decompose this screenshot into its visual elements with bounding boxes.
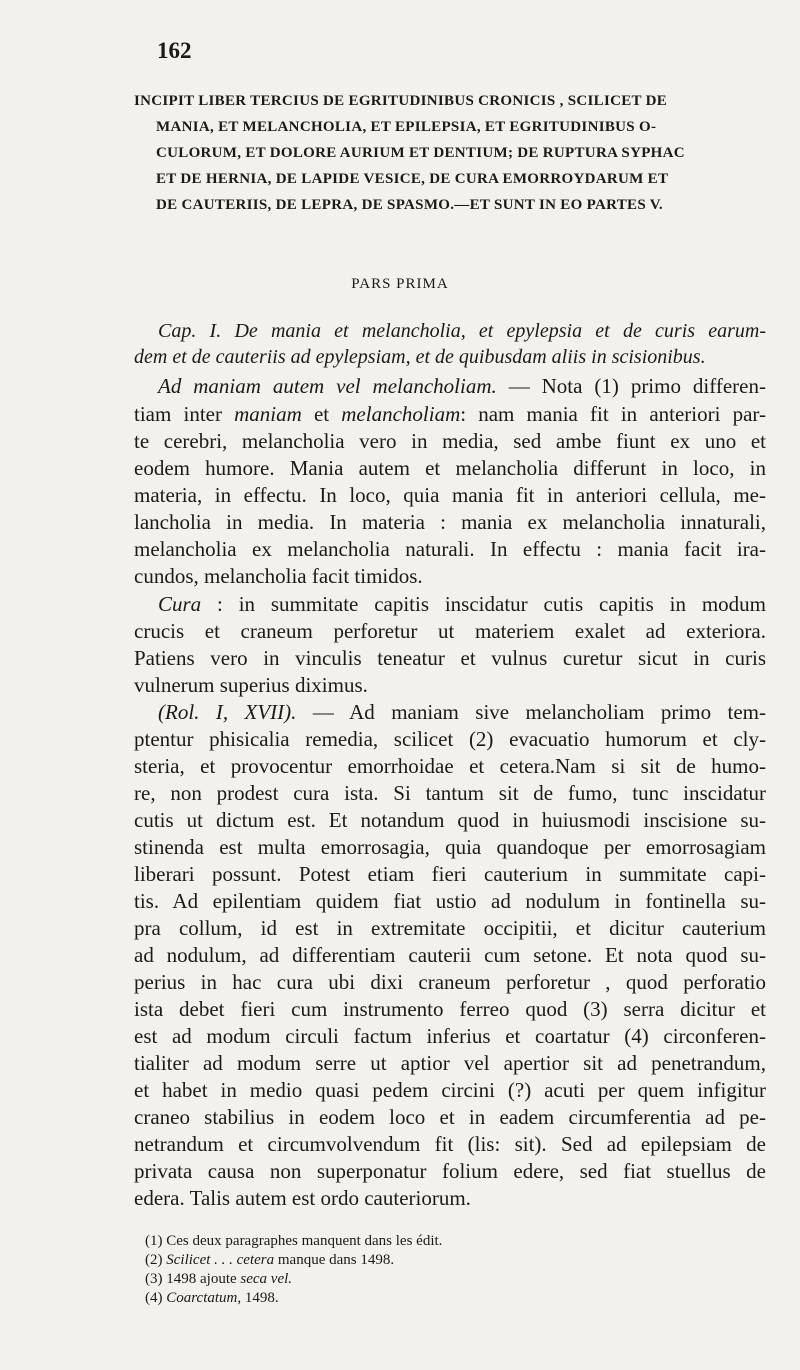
- body-line: ad nodulum, ad differentiam cauterii cum setone. Et nota quod su-: [134, 943, 766, 967]
- page-number: 162: [157, 38, 192, 63]
- body-text: tiam inter: [134, 402, 222, 426]
- body-line: [134, 402, 766, 427]
- footnote: [145, 1271, 292, 1288]
- body-line: lancholia in media. In materia : mania ex melancholia innaturali,: [134, 510, 766, 534]
- footnote-text-italic: Coarctatum,: [166, 1290, 242, 1306]
- body-line: est ad modum circuli factum inferius et coartatur (4) circonferen-: [134, 1024, 766, 1048]
- section-title: PARS PRIMA: [351, 276, 449, 292]
- body-line: stinenda est multa emorrosagia, quia quandoque per emorrosagiam: [134, 835, 766, 859]
- body-line: te cerebri, melancholia vero in media, sed ambe fiunt ex uno et: [134, 429, 766, 453]
- body-text: — Ad maniam sive melancholiam primo tem-: [312, 700, 766, 724]
- body-line: privata causa non superponatur folium edere, sed fiat stuellus de: [134, 1159, 766, 1183]
- heading-line: ET DE HERNIA, DE LAPIDE VESICE, DE CURA EMORROYDARUM ET: [156, 171, 669, 187]
- body-line: tialiter ad modum serre ut aptior vel apertior sit ad penetrandum,: [134, 1051, 766, 1075]
- body-line: tis. Ad epilentiam quidem fiat ustio ad nodulum in fontinella su-: [134, 889, 766, 913]
- footnote: [145, 1290, 279, 1307]
- heading-line: DE CAUTERIIS, DE LEPRA, DE SPASMO.—ET SUNT IN EO PARTES V.: [156, 197, 663, 213]
- footnote-number: (2): [145, 1252, 163, 1268]
- body-line: ista debet fieri cum instrumento ferreo quod (3) serra dicitur et: [134, 997, 766, 1021]
- body-line: eodem humore. Mania autem et melancholia differunt in loco, in: [134, 456, 766, 480]
- heading-line: INCIPIT LIBER TERCIUS DE EGRITUDINIBUS CRONICIS , SCILICET DE: [134, 93, 668, 109]
- chapter-title-text: De mania et melancholia, et epylepsia et de curis earum-: [234, 320, 767, 342]
- body-line: [158, 374, 766, 399]
- body-line: Patiens vero in vinculis teneatur et vulnus curetur sicut in curis: [134, 646, 766, 670]
- body-text-italic: maniam: [234, 402, 302, 426]
- body-text-italic: melancholiam: [341, 402, 461, 426]
- footnote-text-italic: seca vel.: [240, 1271, 293, 1287]
- body-line: re, non prodest cura ista. Si tantum sit de fumo, tunc inscidatur: [134, 781, 766, 805]
- footnote-text: 1498.: [241, 1290, 279, 1306]
- body-text: et: [313, 402, 330, 426]
- chapter-label: Cap. I.: [158, 320, 222, 342]
- body-text: : nam mania fit in anteriori par-: [460, 402, 766, 426]
- body-line: cutis ut dictum est. Et notandum quod in huiusmodi inscisione su-: [134, 808, 766, 832]
- body-line: cundos, melancholia facit timidos.: [134, 564, 423, 588]
- body-line: [158, 592, 766, 617]
- footnote-text: 1498 ajoute: [166, 1271, 241, 1287]
- chapter-title-line: dem et de cauteriis ad epylepsiam, et de quibusdam aliis in scisionibus.: [134, 346, 706, 368]
- body-line: materia, in effectu. In loco, quia mania fit in anteriori cellula, me-: [134, 483, 766, 507]
- body-line: steria, et provocentur emorrhoidae et cetera.Nam si sit de humo-: [134, 754, 766, 778]
- body-line: vulnerum superius diximus.: [134, 673, 368, 697]
- body-line: ptentur phisicalia remedia, scilicet (2) evacuatio humorum et cly-: [134, 727, 766, 751]
- footnote: [145, 1252, 394, 1269]
- body-line: liberari possunt. Potest etiam fieri cauterium in summitate capi-: [134, 862, 766, 886]
- footnote-number: (3): [145, 1271, 163, 1287]
- body-line: netrandum et circumvolvendum fit (lis: sit). Sed ad epilepsiam de: [134, 1132, 766, 1156]
- body-text: — Nota (1) primo differen-: [508, 374, 766, 398]
- body-line: [158, 700, 766, 725]
- cura-label: Cura: [158, 592, 202, 616]
- heading-line: CULORUM, ET DOLORE AURIUM ET DENTIUM; DE RUPTURA SYPHAC: [156, 145, 685, 161]
- footnote-text: manque dans 1498.: [274, 1252, 395, 1268]
- body-line: et habet in medio quasi pedem circini (?) acuti per quem infigitur: [134, 1078, 766, 1102]
- rol-reference: (Rol. I, XVII).: [158, 700, 297, 724]
- body-text: : in summitate capitis inscidatur cutis capitis in modum: [217, 592, 766, 616]
- footnote-text-italic: Scilicet . . . cetera: [166, 1252, 275, 1268]
- body-line: edera. Talis autem est ordo cauteriorum.: [134, 1186, 471, 1210]
- footnote: [145, 1233, 442, 1250]
- chapter-title-line: [158, 320, 766, 343]
- body-line: perius in hac cura ubi dixi craneum perforetur , quod perforatio: [134, 970, 766, 994]
- heading-line: MANIA, ET MELANCHOLIA, ET EPILEPSIA, ET EGRITUDINIBUS O-: [156, 119, 657, 135]
- body-line: crucis et craneum perforetur ut materiem exalet ad exteriora.: [134, 619, 766, 643]
- footnote-number: (4): [145, 1290, 163, 1306]
- footnote-number: (1): [145, 1233, 163, 1249]
- body-line: pra collum, id est in extremitate occipitii, et dicitur cauterium: [134, 916, 766, 940]
- body-line: craneo stabilius in eodem loco et in eadem circumferentia ad pe-: [134, 1105, 766, 1129]
- paragraph-lead: Ad maniam autem vel melancholiam.: [158, 374, 497, 398]
- body-line: melancholia ex melancholia naturali. In effectu : mania facit ira-: [134, 537, 766, 561]
- footnote-text: Ces deux paragraphes manquent dans les édit.: [166, 1233, 443, 1249]
